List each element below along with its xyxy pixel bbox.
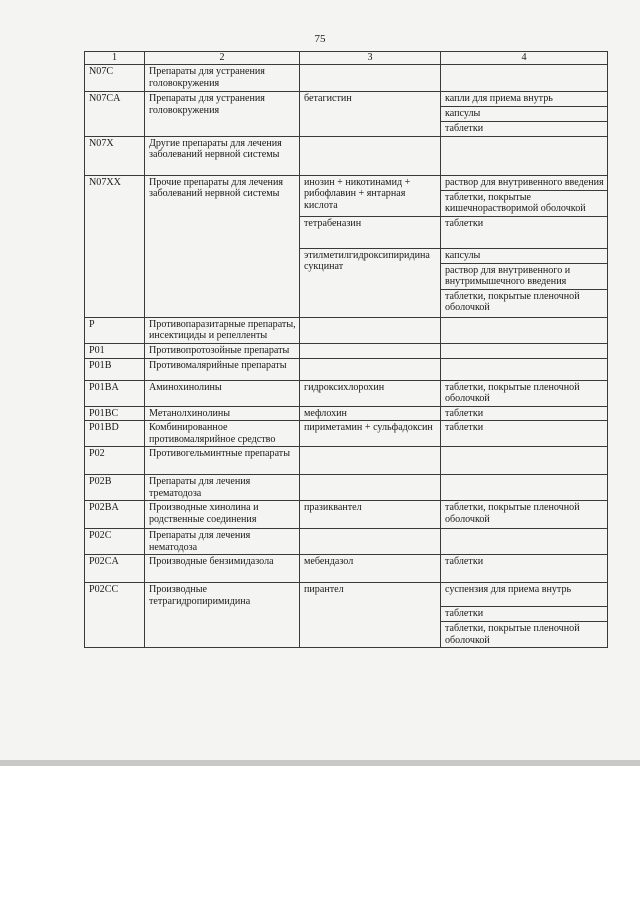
- table-row: [85, 421, 608, 447]
- dosage-form-cell: таблетки, покрытые пленочной оболочкой: [441, 380, 608, 406]
- dosage-form-cell: [441, 317, 608, 343]
- group-name-cell: Противопротозойные препараты: [145, 343, 300, 358]
- group-name-cell: Препараты для лечения нематодоза: [145, 529, 300, 555]
- column-header-4: 4: [441, 52, 608, 65]
- drug-list-table: [84, 51, 608, 648]
- dosage-form-cell: раствор для внутривенного введения: [441, 175, 608, 190]
- table-row: [85, 380, 608, 406]
- table-header-row: [85, 52, 608, 65]
- drug-name-cell: празиквантел: [300, 501, 441, 529]
- drug-name-cell: пириметамин + сульфадоксин: [300, 421, 441, 447]
- column-header-1: 1: [85, 52, 145, 65]
- dosage-form-cell: капли для приема внутрь: [441, 92, 608, 107]
- atc-code-cell: P02C: [85, 529, 145, 555]
- group-name-cell: Другие препараты для лечения заболеваний нервной системы: [145, 136, 300, 175]
- page-number: 75: [314, 33, 326, 45]
- drug-name-cell: [300, 358, 441, 380]
- table-row: [85, 529, 608, 555]
- drug-name-cell: инозин + никотинамид + рибофлавин + янтарная кислота: [300, 175, 441, 216]
- table-row: [85, 555, 608, 583]
- atc-code-cell: N07X: [85, 136, 145, 175]
- table-row: [85, 92, 608, 107]
- atc-code-cell: P01BA: [85, 380, 145, 406]
- group-name-cell: Производные тетрагидропиримидина: [145, 583, 300, 648]
- drug-name-cell: тетрабеназин: [300, 216, 441, 248]
- dosage-form-cell: таблетки, покрытые пленочной оболочкой: [441, 501, 608, 529]
- dosage-form-cell: [441, 343, 608, 358]
- group-name-cell: Противомалярийные препараты: [145, 358, 300, 380]
- drug-name-cell: [300, 475, 441, 501]
- drug-name-cell: гидроксихлорохин: [300, 380, 441, 406]
- drug-name-cell: бетагистин: [300, 92, 441, 137]
- group-name-cell: Производные хинолина и родственные соединения: [145, 501, 300, 529]
- table-row: [85, 175, 608, 190]
- group-name-cell: Препараты для устранения головокружения: [145, 92, 300, 137]
- group-name-cell: Метанолхинолины: [145, 406, 300, 421]
- atc-code-cell: P02BA: [85, 501, 145, 529]
- group-name-cell: Препараты для лечения трематодоза: [145, 475, 300, 501]
- atc-code-cell: N07XX: [85, 175, 145, 317]
- dosage-form-cell: [441, 447, 608, 475]
- table-row: [85, 317, 608, 343]
- atc-code-cell: P01B: [85, 358, 145, 380]
- atc-code-cell: N07CA: [85, 92, 145, 137]
- dosage-form-cell: суспензия для приема внутрь: [441, 583, 608, 607]
- dosage-form-cell: [441, 475, 608, 501]
- atc-code-cell: P01BC: [85, 406, 145, 421]
- atc-code-cell: P: [85, 317, 145, 343]
- dosage-form-cell: таблетки, покрытые пленочной оболочкой: [441, 289, 608, 317]
- scan-edge: [0, 760, 640, 766]
- table-body: [85, 65, 608, 648]
- group-name-cell: Аминохинолины: [145, 380, 300, 406]
- dosage-form-cell: [441, 136, 608, 175]
- column-header-3: 3: [300, 52, 441, 65]
- atc-code-cell: N07C: [85, 65, 145, 92]
- group-name-cell: Препараты для устранения головокружения: [145, 65, 300, 92]
- table-row: [85, 447, 608, 475]
- drug-name-cell: [300, 136, 441, 175]
- atc-code-cell: P02CC: [85, 583, 145, 648]
- drug-name-cell: мебендазол: [300, 555, 441, 583]
- drug-name-cell: [300, 529, 441, 555]
- group-name-cell: Противопаразитарные препараты, инсектициды и репелленты: [145, 317, 300, 343]
- drug-name-cell: [300, 447, 441, 475]
- dosage-form-cell: [441, 529, 608, 555]
- drug-name-cell: этилметилгидроксипиридина сукцинат: [300, 248, 441, 317]
- group-name-cell: Комбинированное противомалярийное средство: [145, 421, 300, 447]
- atc-code-cell: P02B: [85, 475, 145, 501]
- drug-name-cell: [300, 317, 441, 343]
- group-name-cell: Производные бензимидазола: [145, 555, 300, 583]
- table-row: [85, 343, 608, 358]
- dosage-form-cell: таблетки: [441, 121, 608, 136]
- dosage-form-cell: капсулы: [441, 107, 608, 122]
- dosage-form-cell: таблетки, покрытые кишечнорастворимой оболочкой: [441, 190, 608, 216]
- dosage-form-cell: капсулы: [441, 248, 608, 263]
- dosage-form-cell: таблетки: [441, 555, 608, 583]
- dosage-form-cell: таблетки: [441, 421, 608, 447]
- drug-name-cell: [300, 343, 441, 358]
- dosage-form-cell: таблетки: [441, 607, 608, 622]
- dosage-form-cell: таблетки, покрытые пленочной оболочкой: [441, 622, 608, 648]
- table-row: [85, 136, 608, 175]
- atc-code-cell: P02: [85, 447, 145, 475]
- table-row: [85, 358, 608, 380]
- table-row: [85, 65, 608, 92]
- drug-name-cell: мефлохин: [300, 406, 441, 421]
- drug-name-cell: пирантел: [300, 583, 441, 648]
- table-row: [85, 501, 608, 529]
- group-name-cell: Прочие препараты для лечения заболеваний нервной системы: [145, 175, 300, 317]
- dosage-form-cell: [441, 65, 608, 92]
- column-header-2: 2: [145, 52, 300, 65]
- dosage-form-cell: таблетки: [441, 216, 608, 248]
- dosage-form-cell: раствор для внутривенного и внутримышечного введения: [441, 263, 608, 289]
- dosage-form-cell: [441, 358, 608, 380]
- atc-code-cell: P02CA: [85, 555, 145, 583]
- table-row: [85, 406, 608, 421]
- atc-code-cell: P01BD: [85, 421, 145, 447]
- table-row: [85, 475, 608, 501]
- dosage-form-cell: таблетки: [441, 406, 608, 421]
- drug-name-cell: [300, 65, 441, 92]
- atc-code-cell: P01: [85, 343, 145, 358]
- group-name-cell: Противогельминтные препараты: [145, 447, 300, 475]
- table-row: [85, 583, 608, 607]
